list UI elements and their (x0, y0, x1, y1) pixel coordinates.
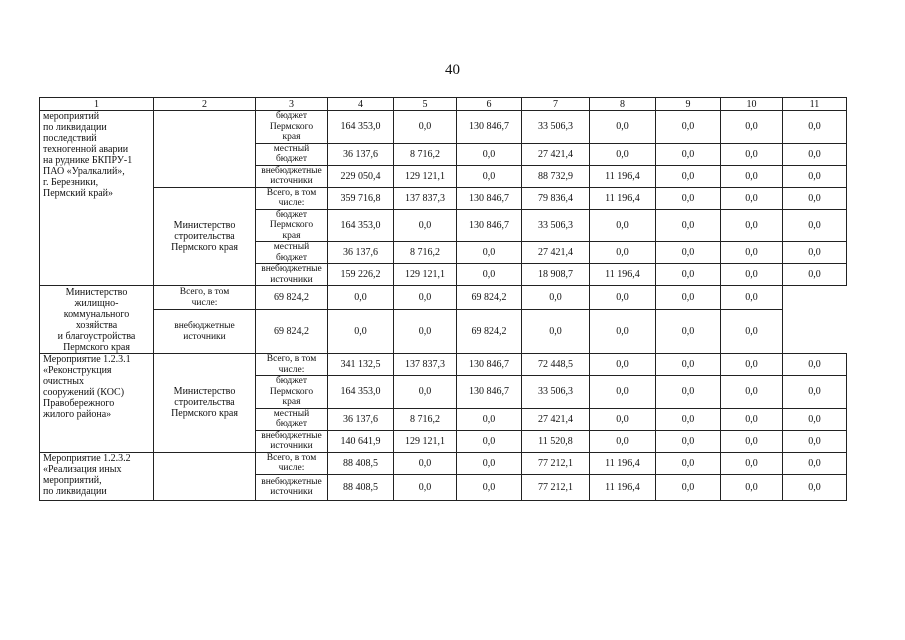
amount-cell: 69 824,2 (457, 310, 522, 354)
amount-cell: 0,0 (783, 143, 847, 165)
amount-cell: 0,0 (721, 354, 783, 376)
amount-cell: 0,0 (656, 286, 721, 310)
amount-cell: 0,0 (522, 310, 590, 354)
amount-cell: 36 137,6 (328, 242, 394, 264)
amount-cell: 0,0 (457, 143, 522, 165)
column-header: 7 (522, 98, 590, 111)
funding-source-cell: внебюджетные источники (256, 165, 328, 187)
amount-cell: 130 846,7 (457, 111, 522, 144)
column-header: 6 (457, 98, 522, 111)
amount-cell: 0,0 (721, 430, 783, 452)
amount-cell: 0,0 (721, 165, 783, 187)
amount-cell: 33 506,3 (522, 111, 590, 144)
funding-source-cell: Всего, в том числе: (256, 452, 328, 474)
amount-cell: 69 824,2 (457, 286, 522, 310)
amount-cell: 130 846,7 (457, 209, 522, 242)
funding-source-cell: внебюджетные источники (256, 430, 328, 452)
funding-source-cell: Всего, в том числе: (256, 354, 328, 376)
amount-cell: 0,0 (656, 165, 721, 187)
amount-cell: 0,0 (656, 264, 721, 286)
amount-cell: 0,0 (394, 474, 457, 500)
amount-cell: 33 506,3 (522, 376, 590, 409)
column-header: 9 (656, 98, 721, 111)
column-header: 2 (154, 98, 256, 111)
amount-cell: 0,0 (783, 242, 847, 264)
amount-cell: 0,0 (783, 376, 847, 409)
amount-cell: 0,0 (522, 286, 590, 310)
amount-cell: 0,0 (394, 111, 457, 144)
amount-cell: 11 196,4 (590, 165, 656, 187)
amount-cell: 0,0 (590, 242, 656, 264)
amount-cell: 0,0 (656, 242, 721, 264)
amount-cell: 0,0 (590, 111, 656, 144)
event-name-cell: Мероприятие 1.2.3.2 «Реализация иных мероприятий, по ликвидации (40, 452, 154, 500)
amount-cell: 0,0 (394, 209, 457, 242)
column-header: 3 (256, 98, 328, 111)
amount-cell: 130 846,7 (457, 354, 522, 376)
amount-cell: 77 212,1 (522, 452, 590, 474)
amount-cell: 0,0 (590, 209, 656, 242)
amount-cell: 0,0 (721, 474, 783, 500)
amount-cell: 33 506,3 (522, 209, 590, 242)
amount-cell: 0,0 (721, 209, 783, 242)
table-row (40, 452, 847, 474)
column-header: 5 (394, 98, 457, 111)
amount-cell: 77 212,1 (522, 474, 590, 500)
table-row (40, 111, 847, 144)
amount-cell: 137 837,3 (394, 187, 457, 209)
column-header: 10 (721, 98, 783, 111)
amount-cell: 164 353,0 (328, 111, 394, 144)
amount-cell: 0,0 (457, 242, 522, 264)
funding-source-cell: бюджет Пермского края (256, 111, 328, 144)
amount-cell: 0,0 (656, 187, 721, 209)
amount-cell: 140 641,9 (328, 430, 394, 452)
executor-cell: Министерство жилищно- коммунального хозяйства и благоустройства Пермского края (40, 286, 154, 354)
amount-cell: 0,0 (457, 264, 522, 286)
funding-source-cell: внебюджетные источники (256, 264, 328, 286)
amount-cell: 0,0 (656, 474, 721, 500)
amount-cell: 0,0 (590, 354, 656, 376)
funding-source-cell: местный бюджет (256, 242, 328, 264)
amount-cell: 0,0 (590, 376, 656, 409)
executor-cell (154, 452, 256, 500)
funding-source-cell: внебюджетные источники (154, 310, 256, 354)
amount-cell: 0,0 (656, 209, 721, 242)
funding-source-cell: бюджет Пермского края (256, 376, 328, 409)
amount-cell: 0,0 (783, 474, 847, 500)
amount-cell: 27 421,4 (522, 242, 590, 264)
executor-cell: Министерство строительства Пермского края (154, 187, 256, 286)
amount-cell: 0,0 (783, 209, 847, 242)
amount-cell: 36 137,6 (328, 408, 394, 430)
amount-cell: 0,0 (457, 474, 522, 500)
amount-cell: 0,0 (394, 452, 457, 474)
amount-cell: 0,0 (721, 408, 783, 430)
amount-cell: 69 824,2 (256, 310, 328, 354)
amount-cell: 88 732,9 (522, 165, 590, 187)
amount-cell: 0,0 (328, 310, 394, 354)
amount-cell: 0,0 (590, 143, 656, 165)
amount-cell: 0,0 (656, 354, 721, 376)
amount-cell: 11 196,4 (590, 474, 656, 500)
funding-source-cell: местный бюджет (256, 408, 328, 430)
amount-cell: 11 520,8 (522, 430, 590, 452)
amount-cell: 11 196,4 (590, 452, 656, 474)
amount-cell: 0,0 (457, 430, 522, 452)
amount-cell: 130 846,7 (457, 376, 522, 409)
amount-cell: 0,0 (394, 286, 457, 310)
amount-cell: 0,0 (656, 143, 721, 165)
funding-source-cell: местный бюджет (256, 143, 328, 165)
amount-cell: 359 716,8 (328, 187, 394, 209)
budget-table (39, 97, 847, 501)
amount-cell: 8 716,2 (394, 408, 457, 430)
amount-cell: 0,0 (328, 286, 394, 310)
amount-cell: 0,0 (656, 408, 721, 430)
amount-cell: 0,0 (783, 111, 847, 144)
amount-cell: 27 421,4 (522, 408, 590, 430)
amount-cell: 129 121,1 (394, 264, 457, 286)
amount-cell: 8 716,2 (394, 242, 457, 264)
executor-cell: Министерство строительства Пермского края (154, 354, 256, 453)
amount-cell: 0,0 (457, 452, 522, 474)
amount-cell: 88 408,5 (328, 474, 394, 500)
amount-cell: 0,0 (783, 165, 847, 187)
amount-cell: 130 846,7 (457, 187, 522, 209)
executor-cell (154, 111, 256, 188)
amount-cell: 0,0 (721, 187, 783, 209)
amount-cell: 164 353,0 (328, 376, 394, 409)
amount-cell: 0,0 (783, 187, 847, 209)
amount-cell: 11 196,4 (590, 264, 656, 286)
funding-source-cell: внебюджетные источники (256, 474, 328, 500)
amount-cell: 164 353,0 (328, 209, 394, 242)
column-header: 8 (590, 98, 656, 111)
amount-cell: 0,0 (783, 354, 847, 376)
amount-cell: 341 132,5 (328, 354, 394, 376)
table-row (40, 187, 847, 209)
amount-cell: 229 050,4 (328, 165, 394, 187)
amount-cell: 159 226,2 (328, 264, 394, 286)
amount-cell: 0,0 (590, 408, 656, 430)
column-header: 1 (40, 98, 154, 111)
amount-cell: 129 121,1 (394, 165, 457, 187)
amount-cell: 11 196,4 (590, 187, 656, 209)
amount-cell: 0,0 (590, 286, 656, 310)
amount-cell: 0,0 (656, 452, 721, 474)
column-header: 4 (328, 98, 394, 111)
amount-cell: 0,0 (721, 264, 783, 286)
amount-cell: 79 836,4 (522, 187, 590, 209)
amount-cell: 18 908,7 (522, 264, 590, 286)
amount-cell: 0,0 (721, 452, 783, 474)
page-number: 40 (445, 62, 460, 78)
column-header: 11 (783, 98, 847, 111)
amount-cell: 72 448,5 (522, 354, 590, 376)
amount-cell: 0,0 (656, 310, 721, 354)
amount-cell: 0,0 (457, 165, 522, 187)
amount-cell: 0,0 (783, 430, 847, 452)
amount-cell: 0,0 (457, 408, 522, 430)
amount-cell: 0,0 (721, 310, 783, 354)
amount-cell: 0,0 (721, 286, 783, 310)
event-name-cell: Мероприятие 1.2.3.1 «Реконструкция очистных сооружений (КОС) Правобережного жилого района» (40, 354, 154, 453)
table-row (40, 310, 847, 354)
amount-cell: 0,0 (590, 310, 656, 354)
amount-cell: 69 824,2 (256, 286, 328, 310)
amount-cell: 36 137,6 (328, 143, 394, 165)
amount-cell: 0,0 (721, 242, 783, 264)
amount-cell: 129 121,1 (394, 430, 457, 452)
amount-cell: 0,0 (721, 111, 783, 144)
amount-cell: 0,0 (590, 430, 656, 452)
amount-cell: 0,0 (783, 408, 847, 430)
event-name-cell: мероприятий по ликвидации последствий техногенной аварии на руднике БКПРУ-1 ПАО «Уралкалий», г. Березники, Пермский край» (40, 111, 154, 286)
amount-cell: 0,0 (783, 264, 847, 286)
table-row (40, 354, 847, 376)
header-row (40, 98, 847, 111)
amount-cell: 88 408,5 (328, 452, 394, 474)
funding-source-cell: Всего, в том числе: (154, 286, 256, 310)
amount-cell: 0,0 (394, 310, 457, 354)
amount-cell: 0,0 (656, 430, 721, 452)
funding-source-cell: Всего, в том числе: (256, 187, 328, 209)
amount-cell: 8 716,2 (394, 143, 457, 165)
table-body (40, 98, 847, 501)
amount-cell: 0,0 (656, 111, 721, 144)
amount-cell: 0,0 (721, 376, 783, 409)
funding-source-cell: бюджет Пермского края (256, 209, 328, 242)
amount-cell: 137 837,3 (394, 354, 457, 376)
amount-cell: 0,0 (656, 376, 721, 409)
amount-cell: 0,0 (783, 452, 847, 474)
amount-cell: 27 421,4 (522, 143, 590, 165)
table-row (40, 286, 847, 310)
amount-cell: 0,0 (721, 143, 783, 165)
amount-cell: 0,0 (394, 376, 457, 409)
